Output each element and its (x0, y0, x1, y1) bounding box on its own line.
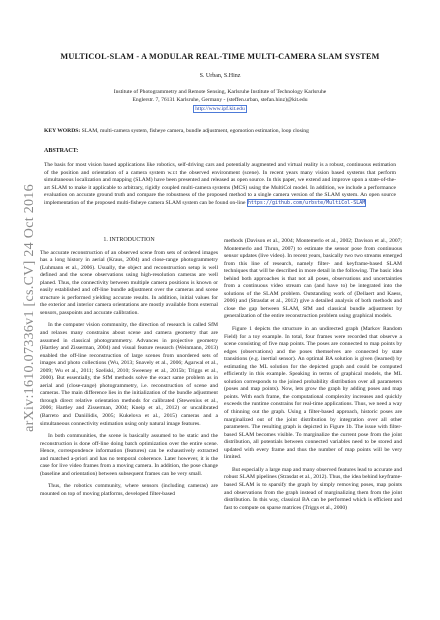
affiliation-line-1: Institute of Photogrammetry and Remote Sensing, Karlsruhe Institute of Technology Karlsruhe (113, 89, 327, 95)
keywords-label: KEY WORDS: (44, 128, 81, 134)
right-column (224, 238, 402, 517)
right-paragraph-2: Figure 1 depicts the structure in an undirected graph (Markov Random Field) for a toy example. In total, four frames were recorded that observe a scene consisting of five map points. The poses are connected to map points by edges (observations) and the poses themselves are connected by state transitions (e.g. inertial sensor). An optimal BA solution is given (learned) by estimating the ML solution for the depicted graph and could be computed efficiently in this example. Speaking in terms of graphical models, the ML solution corresponds to the joined probability distribution over all parameters (poses and map points). Now, lets grow the graph by adding poses and map points. With each frame, the computational complexity increases and quickly exceeds the runtime constrains for real-time applications. Thus, we need a way of thinning out the graph. Using a filter-based approach, historic poses are marginalized out of the joint distribution by integration over all other parameters. The resulting graph is depicted in Figure 1b. The issue with filter-based SLAM becomes visible. To marginalize the current pose from the joint distribution, all potentials between connected variables need to be stored and updated with every frame and thus the number of map points will be very limited. (224, 326, 402, 461)
left-paragraph-3: In both communities, the scene is basically assumed to be static and the reconstruction is done off-line doing batch optimization over the entire scene. Hence, correspondence information (features) can be exhaustively extracted and matched a-priori and has no temporal coherence. Later however, it is the case for live video frames from a moving camera. In addition, the pose change (baseline and orientation) between subsequent frames can be very small. (40, 433, 218, 477)
abstract-heading: ABSTRACT: (44, 148, 79, 154)
left-paragraph-1: The accurate reconstruction of an observed scene from sets of ordered images has a long history in aerial (Kraus, 2004) and close-range photogrammetry (Luhmann et al., 2006). Usually, the object and reconstruction setup is well defined and the scene observations using high-resolution cameras are well planed. Thus, the connectivity between multiple camera positions is known or easily established and off-line bundle adjustment over the cameras and scene structure is performed yielding accurate results. In addition, initial values for the exterior and interior camera orientations are mostly available from external sensors, passpoints and accurate calibration. (40, 249, 218, 316)
right-paragraph-3: But especially a large map and many observed features lead to accurate and robust SLAM pipelines (Strasdat et al., 2012). Thus, the idea behind keyframe-based SLAM is to sparsify the graph by simply removing poses, map points and observations from the graph instead of marginalizing them from the joint distribution. In this way, classical BA can be performed which is efficient and fast to compute on sparse matrices (Triggs et al., 2000) (224, 466, 402, 511)
abstract-github-link[interactable]: https://github.com/urbste/MultiCol-SLAM (247, 199, 366, 206)
left-paragraph-2: In the computer vision community, the direction of research is called SfM and relaxes many constrains about scene and camera geometry that are assumed in classical photogrammetry. Advances in projective geometry (Hartley and Zisserman, 2004) and visual feature research (Weinmann, 2013) enabled the off-line reconstruction of large scenes from unordered sets of images and photo collections (Wu, 2013; Snavely et al., 2006; Agarwal et al., 2009; Wu et al., 2011; Szeliski, 2010; Sweeney et al., 2015b; Triggs et al., 2000). But essentially, the SfM methods solve the exact same problem as in aerial and (close-range) photogrammetry, i.e. reconstruction of scene and cameras. The main difference lies in the initialization of the bundle adjustment through direct relative orientation methods for calibrated (Stewenius et al., 2006; Hartley and Zisserman, 2004; Kneip et al., 2012) or uncalibrated (Barreto and Daniilidis, 2005; Kukelova et al., 2015) cameras and a simultaneous connectivity estimation using only natural image features. (40, 322, 218, 427)
arxiv-identifier: arXiv:1610.07336v1 [cs.CV] 24 Oct 2016 (22, 184, 37, 432)
section-heading-introduction: 1. INTRODUCTION (103, 237, 155, 243)
left-column (40, 237, 218, 504)
abstract-text: The basis for most vision based applications like robotics, self-driving cars and potentially augmented and virtual reality is a robust, continuous estimation of the position and orientation of a camera system w.r.t the observed environment (scene). In recent years many vision based systems that perform simultaneous localization and mapping (SLAM) have been presented and released as open source. In this paper, we extend and improve upon a state-of-the-art SLAM to make it applicable to arbitrary, rigidly coupled multi-camera systems (MCS) using the MultiCol model. In addition, we include a performance evaluation on accurate ground truth and compare the robustness of the proposed method to a single camera version of the SLAM system. An open source implementation of the proposed multi-fisheye camera SLAM system can be found on-line (44, 162, 396, 206)
abstract-body (44, 162, 396, 208)
keywords (44, 128, 394, 134)
affiliation-line-2: Englerstr. 7, 76131 Karlsruhe, Germany - (steffen.urban, stefan.hinz)@kit.edu (132, 97, 308, 104)
affiliation-url-link[interactable]: http://www.ipf.kit.edu (195, 105, 245, 112)
paper-title: MULTICOL-SLAM - A MODULAR REAL-TIME MULTI-CAMERA SLAM SYSTEM (60, 52, 380, 61)
keywords-text: SLAM, multi-camera system, fisheye camera, bundle adjustment, egomotion estimation, loop closing (81, 128, 309, 134)
left-paragraph-4: Thus, the robotics community, where sensors (including cameras) are mounted on top of moving platforms, developed filter-based (40, 483, 218, 497)
affiliation-block (40, 88, 400, 113)
paper-authors: S. Urban, S.Hinz (199, 73, 241, 79)
right-paragraph-1: methods (Davison et al., 2004; Montemerlo et al., 2002; Davison et al., 2007; Montemerlo and Thrun, 2007) to estimate the sensor pose from continuous sensor updates (live video). In recent years, basically two two streams emerged from this line of research, namely filter- and keyframe-based SLAM techniques that will be described in more detail in the following. The basic idea behind both approaches is that not all poses, observations and uncertainties from a continuous video stream can (and have to) be integrated into the solutions of the SLAM problem. Outstanding work of (Dellaert and Kaess, 2006) and (Strasdat et al., 2012) give a detailed analysis of both methods and close the gap between SLAM, SfM and classical bundle adjustment by generalization of the entire reconstruction problem using graphical models. (224, 238, 402, 320)
